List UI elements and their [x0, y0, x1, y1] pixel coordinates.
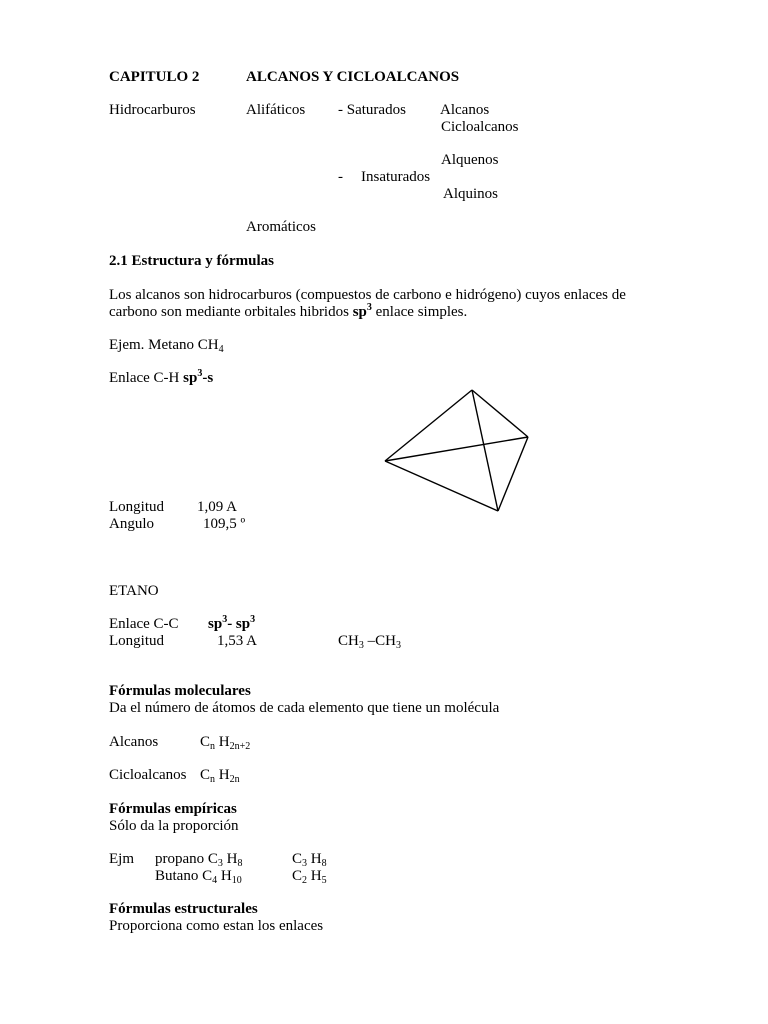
propane-formula: propano $C_3$ $H_8$	[155, 851, 243, 869]
class-root: Hidrocarburos	[109, 102, 196, 118]
ch-angle-label: Angulo	[109, 516, 154, 532]
alkanes-label: Alcanos	[109, 734, 159, 750]
cc-length-value: 1,53 A	[217, 633, 258, 649]
cc-bond-type: $sp^3-$ $sp^3$	[208, 614, 256, 632]
alkanes-formula: $C_n$ $H_{2n+2}$	[200, 734, 251, 752]
cycloalkanes-formula: $C_n$ $H_{2n}$	[200, 767, 240, 785]
structural-heading: Fórmulas estructurales	[109, 901, 258, 917]
class-aromatic: Aromáticos	[246, 219, 316, 235]
butane-empirical: $C_2$ $H_5$	[292, 868, 327, 886]
chapter-title: ALCANOS Y CICLOALCANOS	[246, 69, 460, 85]
cc-bond-label: Enlace C-C	[109, 616, 179, 632]
class-alkenes: Alquenos	[441, 152, 499, 168]
cycloalkanes-label: Cicloalcanos	[109, 767, 187, 783]
class-unsaturated: Insaturados	[361, 169, 431, 185]
molecular-description: Da el número de átomos de cada elemento que tiene un molécula	[109, 700, 500, 716]
chapter-number: CAPITULO 2	[109, 69, 200, 85]
section-heading: 2.1 Estructura y fórmulas	[109, 253, 274, 269]
empirical-description: Sólo da la proporción	[109, 818, 239, 834]
intro-line-1: Los alcanos son hidrocarburos (compuestos de carbono e hidrógeno) cuyos enlaces de	[109, 287, 626, 303]
ch-bond-type: Enlace C-H $sp^3-s$	[109, 368, 214, 386]
tetra-edge	[385, 437, 528, 461]
tetra-edge	[385, 390, 472, 461]
structural-description: Proporciona como estan los enlaces	[109, 918, 324, 934]
ethane-formula: $CH_3$ $-CH_3$	[338, 633, 401, 651]
tetrahedron-diagram	[380, 385, 540, 515]
ch-angle-value: 109,5 º	[203, 516, 246, 532]
propane-empirical: $C_3$ $H_8$	[292, 851, 327, 869]
ch-length-value: 1,09 A	[197, 499, 238, 515]
butane-formula: Butano $C_4$ $H_{10}$	[155, 868, 242, 886]
methane-example: Ejem. Metano $CH_4$	[109, 337, 224, 355]
empirical-heading: Fórmulas empíricas	[109, 801, 237, 817]
class-alkynes: Alquinos	[443, 186, 499, 202]
tetra-edge	[385, 461, 498, 511]
class-aliphatic: Alifáticos	[246, 102, 306, 118]
ch-length-label: Longitud	[109, 499, 164, 515]
ethane-title: ETANO	[109, 583, 159, 599]
intro-line-2: carbono son mediante orbitales hibridos $sp^3$ enlace simples.	[109, 302, 468, 320]
cc-length-label: Longitud	[109, 633, 164, 649]
molecular-heading: Fórmulas moleculares	[109, 683, 251, 699]
empirical-example-label: Ejm	[109, 851, 134, 867]
class-cycloalkanes: Cicloalcanos	[441, 119, 519, 135]
tetra-edge	[498, 437, 528, 511]
class-alkanes: Alcanos	[440, 102, 490, 118]
class-unsaturated-dash: -	[338, 169, 343, 185]
class-saturated: - Saturados	[338, 102, 406, 118]
